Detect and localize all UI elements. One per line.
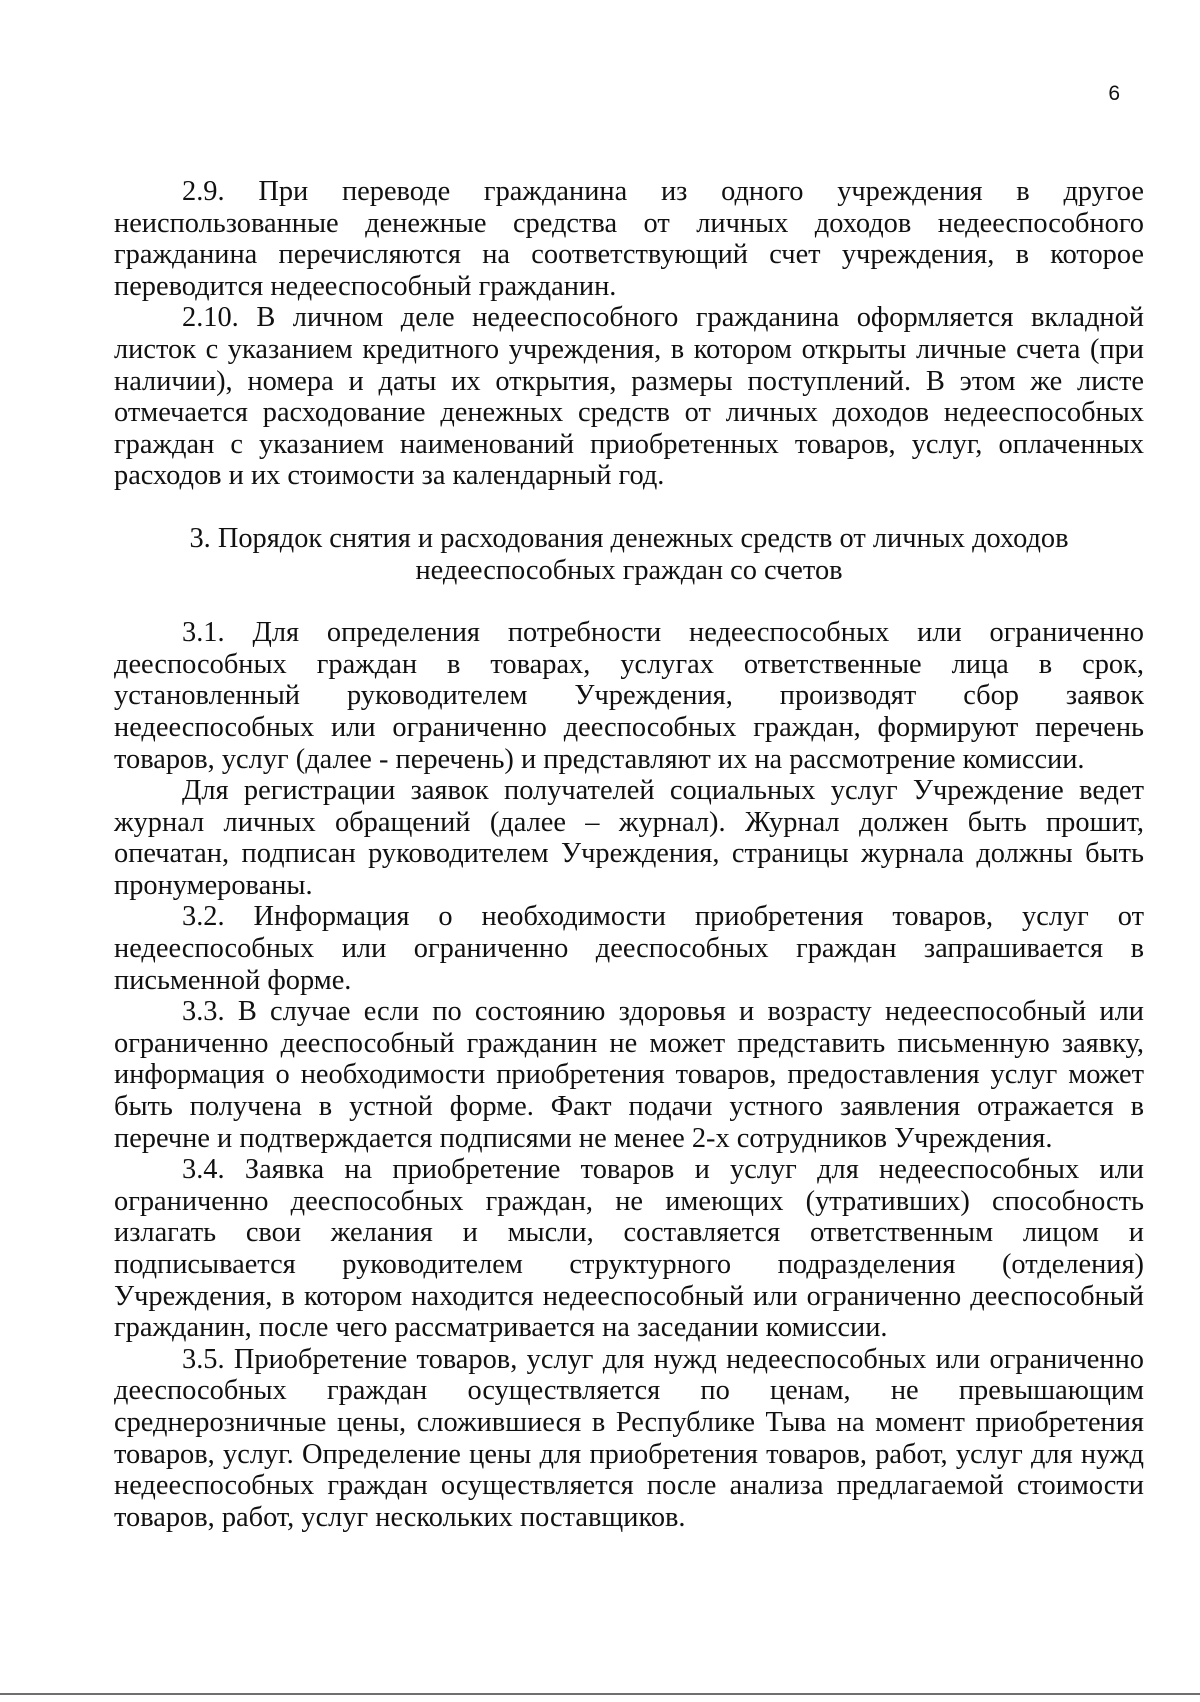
section-3-heading: [114, 523, 1144, 586]
document-body: [114, 176, 1144, 1533]
scan-bottom-edge-line: [0, 1693, 1200, 1695]
paragraph-2-10: 2.10. В личном деле недееспособного гражданина оформляется вкладной листок с указанием кредитного учреждения, в котором открыты личные счета (при наличии), номера и даты их открытия, размеры поступлений. В этом же листе отмечается расходование денежных средств от личных доходов недееспособных граждан с указанием наименований приобретенных товаров, услуг, оплаченных расходов и их стоимости за календарный год.: [114, 302, 1144, 492]
paragraph-3-1: 3.1. Для определения потребности недееспособных или ограниченно дееспособных граждан в товарах, услугах ответственные лица в срок, установленный руководителем Учреждения, производят сбор заявок недееспособных или ограниченно дееспособных граждан, формируют перечень товаров, услуг (далее - перечень) и представляют их на рассмотрение комиссии.: [114, 617, 1144, 775]
paragraph-2-9: 2.9. При переводе гражданина из одного учреждения в другое неиспользованные денежные средства от личных доходов недееспособного гражданина перечисляются на соответствующий счет учреждения, в которое переводится недееспособный гражданин.: [114, 176, 1144, 302]
paragraph-3-5: 3.5. Приобретение товаров, услуг для нужд недееспособных или ограниченно дееспособных граждан осуществляется по ценам, не превышающим среднерозничные цены, сложившиеся в Республике Тыва на момент приобретения товаров, услуг. Определение цены для приобретения товаров, работ, услуг для нужд недееспособных граждан осуществляется после анализа предлагаемой стоимости товаров, работ, услуг нескольких поставщиков.: [114, 1343, 1144, 1533]
section-3-heading-line-1: 3. Порядок снятия и расходования денежных средств от личных доходов: [189, 522, 1069, 554]
paragraph-3-4: 3.4. Заявка на приобретение товаров и услуг для недееспособных или ограниченно дееспособных граждан, не имеющих (утративших) способность излагать свои желания и мысли, составляется ответственным лицом и подписывается руководителем структурного подразделения (отделения) Учреждения, в котором находится недееспособный или ограниченно дееспособный гражданин, после чего рассматривается на заседании комиссии.: [114, 1154, 1144, 1344]
paragraph-3-1-journal: Для регистрации заявок получателей социальных услуг Учреждение ведет журнал личных обращений (далее – журнал). Журнал должен быть прошит, опечатан, подписан руководителем Учреждения, страницы журнала должны быть пронумерованы.: [114, 775, 1144, 901]
paragraph-3-2: 3.2. Информация о необходимости приобретения товаров, услуг от недееспособных или ограниченно дееспособных граждан запрашивается в письменной форме.: [114, 901, 1144, 996]
page-number: 6: [1108, 82, 1120, 105]
section-3-heading-line-2: недееспособных граждан со счетов: [415, 554, 843, 586]
paragraph-3-3: 3.3. В случае если по состоянию здоровья и возрасту недееспособный или ограниченно дееспособный гражданин не может представить письменную заявку, информация о необходимости приобретения товаров, предоставления услуг может быть получена в устной форме. Факт подачи устного заявления отражается в перечне и подтверждается подписями не менее 2-х сотрудников Учреждения.: [114, 996, 1144, 1154]
